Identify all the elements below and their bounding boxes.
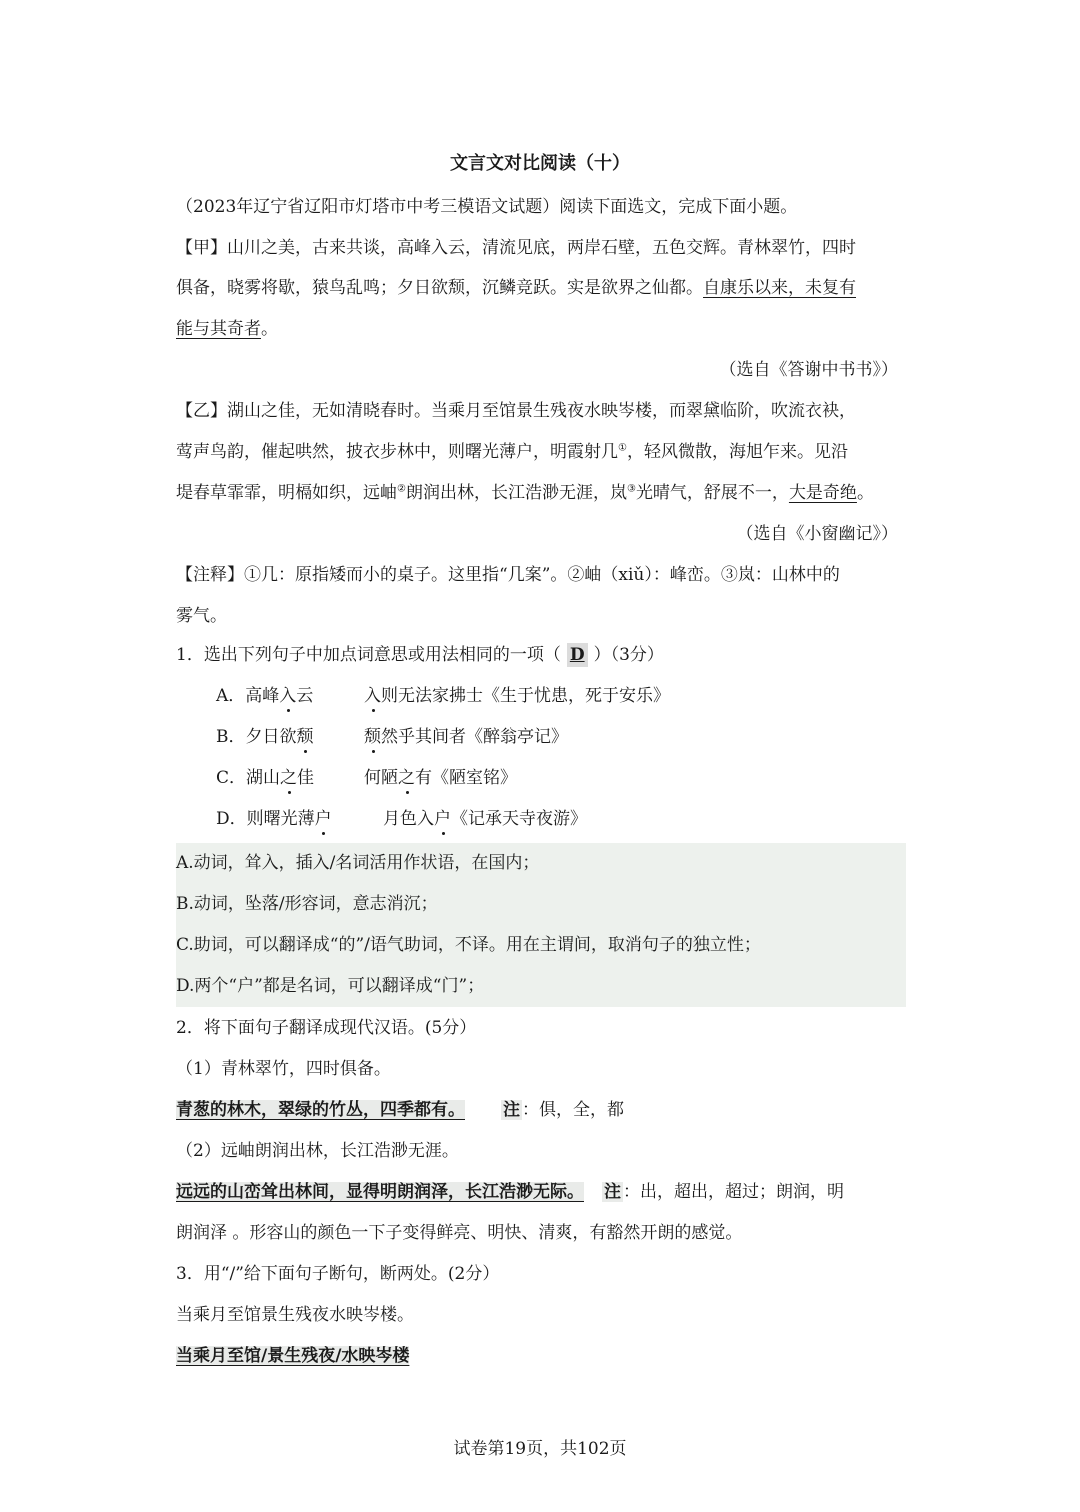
passage-yi-source: （选自《小窗幽记》） <box>736 524 898 544</box>
q2-sentence-1: （1）青林翠竹，四时俱备。 <box>176 1059 391 1079</box>
intro-text: （2023年辽宁省辽阳市灯塔市中考三模语文试题）阅读下面选文，完成下面小题。 <box>176 197 798 217</box>
q2-note-1-text: ：俱，全，都 <box>522 1100 624 1120</box>
page-title: 文言文对比阅读（十） <box>450 153 630 174</box>
q2-answer-2 <box>176 1180 906 1204</box>
q1-option-d-compare <box>383 807 587 831</box>
q1-explanation-c: C.助词，可以翻译成“的”/语气助词，不译。用在主谓间，取消句子的独立性； <box>176 935 761 955</box>
q1-option-a <box>216 684 313 708</box>
q3-sentence: 当乘月至馆景生残夜水映岑楼。 <box>176 1305 414 1325</box>
yi-period: 。 <box>856 483 874 503</box>
passage-yi-line-1: 【乙】湖山之佳，无如清晓春时。当乘月至馆景生残夜水映岑楼，而翠黛临阶，吹流衣袂， <box>176 401 856 421</box>
q2-note-1-label: 注 <box>503 1100 520 1120</box>
yi-underlined-text: 大是奇绝 <box>788 483 857 503</box>
footnote-mark-1: ① <box>618 442 627 454</box>
q1-option-c-compare <box>364 766 517 790</box>
q2-sentence-2: （2）远岫朗润出林，长江浩渺无涯。 <box>176 1141 459 1161</box>
q1-option-c <box>216 766 314 790</box>
option-a-compare-text-2: 则无法家拂士《生于忧患，死于安乐》 <box>381 686 670 706</box>
question-3-stem: 3．用“/”给下面句子断句，断两处。(2分） <box>176 1264 500 1284</box>
question-1-stem <box>176 643 906 667</box>
q2-answer-2-text: 远远的山峦耸出林间，显得明朗润泽，长江浩渺无际。 <box>176 1182 584 1202</box>
q2-answer-1 <box>176 1098 906 1122</box>
option-c-compare-dotted-word: 之 <box>398 768 415 788</box>
option-c-compare-text-2: 有《陋室铭》 <box>415 768 517 788</box>
yi-text-2: ，轻风微散，海旭乍来。见沿 <box>626 442 848 462</box>
q1-explanation-d: D.两个“户”都是名词，可以翻译成“门”； <box>176 976 485 996</box>
q3-answer <box>176 1344 906 1368</box>
passage-jia-line-1: 【甲】山川之美，古来共谈，高峰入云，清流见底，两岸石壁，五色交辉。青林翠竹，四时 <box>176 238 856 258</box>
option-d-text: D．则曙光薄 <box>216 809 315 829</box>
q1-option-b <box>216 725 314 749</box>
option-d-compare-dotted-word: 户 <box>434 809 451 829</box>
passage-jia-source: （选自《答谢中书书》） <box>719 360 898 380</box>
option-a-dotted-word: 入 <box>279 686 297 706</box>
annotation-line-1: 【注释】①几：原指矮而小的桌子。这里指“几案”。②岫（xiǔ）：峰峦。③岚：山林中的 <box>176 565 840 585</box>
option-a-text-2: 云 <box>296 686 314 706</box>
q1-option-d <box>216 807 332 831</box>
yi-text-3: 堤春草霏霏，明槅如织，远岫 <box>176 483 397 503</box>
option-c-compare-text: 何陋 <box>364 768 398 788</box>
option-b-dotted-word: 颓 <box>296 727 314 747</box>
q1-option-a-compare <box>364 684 670 708</box>
footnote-mark-3: ③ <box>626 483 636 495</box>
option-a-compare-dotted-word: 入 <box>364 686 381 706</box>
q1-explanation-a: A.动词，耸入，插入/名词活用作状语，在国内； <box>176 853 540 873</box>
q1-explanation-b: B.动词，坠落/形容词，意志消沉； <box>176 894 438 914</box>
jia-underlined-text-2: 能与其奇者 <box>176 319 261 339</box>
yi-text-5: 光晴气，舒展不一， <box>635 483 789 503</box>
option-d-compare-text: 月色入 <box>383 809 434 829</box>
option-b-text: B．夕日欲 <box>216 727 297 747</box>
passage-yi-line-2 <box>176 440 906 464</box>
option-c-text-2: 佳 <box>297 768 315 788</box>
option-d-compare-text-2: 《记承天寺夜游》 <box>451 809 587 829</box>
q2-answer-1-text: 青葱的林木，翠绿的竹丛，四季都有。 <box>176 1100 465 1120</box>
option-b-compare-dotted-word: 颓 <box>364 727 381 747</box>
q1-score: ）（3分） <box>593 645 664 665</box>
passage-jia-line-2 <box>176 276 906 300</box>
option-c-dotted-word: 之 <box>280 768 298 788</box>
option-a-text: A．高峰 <box>216 686 280 706</box>
passage-jia-line-3 <box>176 317 906 341</box>
yi-text-4: 朗润出林，长江浩渺无涯，岚 <box>405 483 627 503</box>
jia-period: 。 <box>261 319 278 339</box>
page-footer: 试卷第19页，共102页 <box>453 1439 627 1459</box>
q2-note-2-continued: 朗润泽 。形容山的颜色一下子变得鲜亮、明快、清爽，有豁然开朗的感觉。 <box>176 1223 743 1243</box>
option-d-dotted-word: 户 <box>314 809 332 829</box>
annotation-line-2: 雾气。 <box>176 606 227 626</box>
q3-answer-text: 当乘月至馆/景生残夜/水映岑楼 <box>176 1346 410 1366</box>
yi-text: 莺声鸟韵，催起哄然，披衣步林中，则曙光薄户，明霞射几 <box>176 442 618 462</box>
q2-note-2-text: ：出，超出，超过；朗润，明 <box>623 1182 844 1202</box>
jia-text: 俱备，晓雾将歇，猿鸟乱鸣；夕日欲颓，沉鳞竞跃。实是欲界之仙都。 <box>176 278 703 298</box>
option-c-text: C．湖山 <box>216 768 281 788</box>
footnote-mark-2: ② <box>397 483 406 495</box>
q1-option-b-compare <box>364 725 568 749</box>
q1-answer-key: D <box>567 643 588 667</box>
q1-stem-text: 1．选出下列句子中加点词意思或用法相同的一项（ <box>176 645 561 665</box>
jia-underlined-text: 自康乐以来，未复有 <box>703 278 856 298</box>
q2-note-2-label: 注 <box>604 1182 621 1202</box>
option-b-compare-text-2: 然乎其间者《醉翁亭记》 <box>381 727 568 747</box>
passage-yi-line-3 <box>176 481 906 505</box>
question-2-stem: 2．将下面句子翻译成现代汉语。(5分） <box>176 1018 477 1038</box>
